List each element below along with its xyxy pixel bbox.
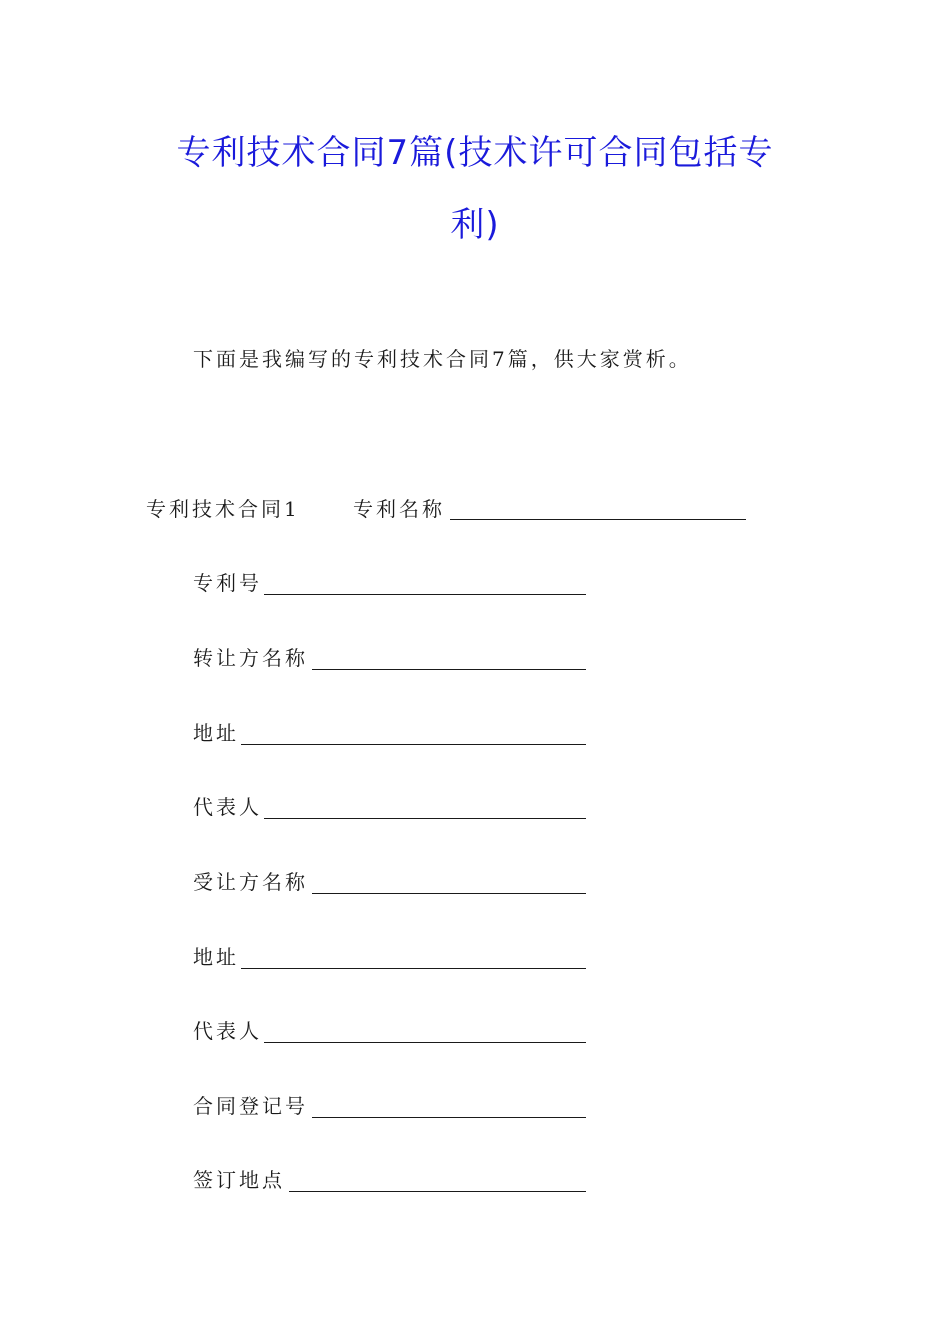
contract-heading: 专利技术合同1: [146, 497, 300, 521]
field-label-transferee-address: 地址: [193, 945, 239, 969]
patent-name-label: 专利名称: [353, 497, 445, 521]
intro-paragraph: 下面是我编写的专利技术合同7篇，供大家赏析。: [193, 347, 692, 371]
field-label-patent-number: 专利号: [193, 571, 262, 595]
field-label-transferor-representative: 代表人: [193, 795, 262, 819]
field-blank-transferor-name: [312, 669, 586, 670]
field-blank-transferor-representative: [264, 818, 586, 819]
field-blank-transferee-representative: [264, 1042, 586, 1043]
document-title-line-1: 专利技术合同7篇(技术许可合同包括专: [176, 133, 774, 173]
field-label-contract-registration-number: 合同登记号: [193, 1094, 308, 1118]
patent-name-blank: [450, 519, 746, 520]
field-blank-patent-number: [264, 594, 586, 595]
field-blank-transferee-name: [312, 893, 586, 894]
field-label-signing-place: 签订地点: [193, 1168, 285, 1192]
field-blank-transferee-address: [241, 968, 586, 969]
document-title-line-2: 利): [450, 205, 500, 245]
field-label-transferor-address: 地址: [193, 721, 239, 745]
field-blank-signing-place: [289, 1191, 586, 1192]
field-label-transferee-name: 受让方名称: [193, 870, 308, 894]
field-label-transferor-name: 转让方名称: [193, 646, 308, 670]
field-blank-contract-registration-number: [312, 1117, 586, 1118]
field-label-transferee-representative: 代表人: [193, 1019, 262, 1043]
field-blank-transferor-address: [241, 744, 586, 745]
